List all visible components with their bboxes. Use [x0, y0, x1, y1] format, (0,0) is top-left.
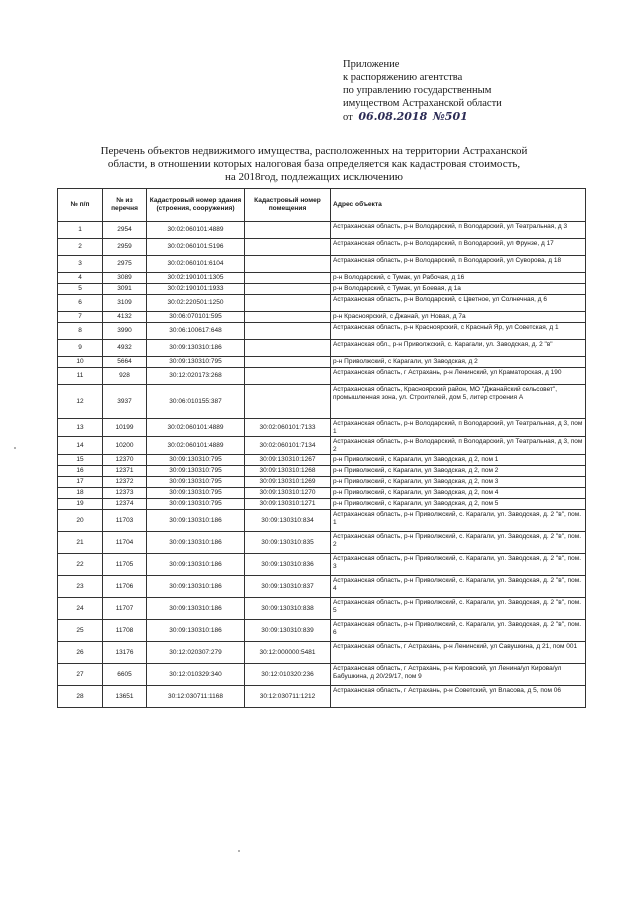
- cell-address: Астраханская область, р-н Приволжский, с. Карагали, ул. Заводская, д. 2 "в", пом. 2: [331, 532, 586, 554]
- cell-num: 7: [58, 312, 103, 323]
- cell-num: 9: [58, 340, 103, 357]
- table-header-row: [58, 189, 586, 222]
- appendix-line: к распоряжению агентства: [343, 72, 463, 83]
- appendix-line: имуществом Астраханской области: [343, 98, 502, 109]
- cell-address: Астраханская область, г Астрахань, р-н Советский, ул Власова, д 5, пом 06: [331, 686, 586, 708]
- appendix-header: [343, 58, 593, 124]
- cell-num: 2: [58, 239, 103, 256]
- cell-building-cadastral: 30:02:220501:1250: [147, 295, 245, 312]
- cell-room-cadastral: 30:09:130310:839: [245, 620, 331, 642]
- cell-num: 22: [58, 554, 103, 576]
- cell-list-num: 928: [103, 368, 147, 385]
- cell-address: р-н Приволжский, с Карагали, ул Заводская, д 2, пом 5: [331, 499, 586, 510]
- table-row: [58, 273, 586, 284]
- table-body: [58, 222, 586, 708]
- appendix-line: Приложение: [343, 59, 400, 70]
- cell-room-cadastral: 30:09:130310:1270: [245, 488, 331, 499]
- cell-room-cadastral: 30:09:130310:838: [245, 598, 331, 620]
- cell-building-cadastral: 30:09:130310:795: [147, 477, 245, 488]
- cell-building-cadastral: 30:09:130310:186: [147, 510, 245, 532]
- table-row: [58, 256, 586, 273]
- cell-list-num: 3937: [103, 385, 147, 419]
- cell-building-cadastral: 30:09:130310:186: [147, 554, 245, 576]
- cell-building-cadastral: 30:06:100617:648: [147, 323, 245, 340]
- cell-building-cadastral: 30:09:130310:795: [147, 357, 245, 368]
- cell-address: Астраханская область, р-н Володарский, п Володарский, ул Театральная, д 3: [331, 222, 586, 239]
- cell-building-cadastral: 30:09:130310:186: [147, 620, 245, 642]
- cell-room-cadastral: 30:12:030711:1212: [245, 686, 331, 708]
- cell-list-num: 4932: [103, 340, 147, 357]
- cell-building-cadastral: 30:12:020173:268: [147, 368, 245, 385]
- cell-building-cadastral: 30:02:060101:4889: [147, 222, 245, 239]
- cell-num: 20: [58, 510, 103, 532]
- appendix-line: по управлению государственным: [343, 85, 492, 96]
- cell-list-num: 12372: [103, 477, 147, 488]
- cell-list-num: 13176: [103, 642, 147, 664]
- cell-num: 17: [58, 477, 103, 488]
- cell-num: 6: [58, 295, 103, 312]
- cell-address: Астраханская область, р-н Приволжский, с. Карагали, ул. Заводская, д. 2 "в", пом. 6: [331, 620, 586, 642]
- cell-building-cadastral: 30:02:190101:1933: [147, 284, 245, 295]
- cell-room-cadastral: [245, 323, 331, 340]
- cell-list-num: 3990: [103, 323, 147, 340]
- cell-building-cadastral: 30:02:060101:6104: [147, 256, 245, 273]
- cell-room-cadastral: [245, 295, 331, 312]
- cell-building-cadastral: 30:12:030711:1168: [147, 686, 245, 708]
- cell-building-cadastral: 30:02:060101:4889: [147, 419, 245, 437]
- cell-address: Астраханская область, г Астрахань, р-н Ленинский, ул Краматорская, д 190: [331, 368, 586, 385]
- cell-building-cadastral: 30:09:130310:795: [147, 455, 245, 466]
- table-row: [58, 312, 586, 323]
- cell-list-num: 12373: [103, 488, 147, 499]
- table-row: [58, 664, 586, 686]
- cell-address: Астраханская область, р-н Володарский, с Цветное, ул Солнечная, д 6: [331, 295, 586, 312]
- cell-building-cadastral: 30:12:010329:340: [147, 664, 245, 686]
- cell-list-num: 11704: [103, 532, 147, 554]
- cell-building-cadastral: 30:09:130310:795: [147, 488, 245, 499]
- cell-building-cadastral: 30:06:010155:387: [147, 385, 245, 419]
- cell-num: 15: [58, 455, 103, 466]
- cell-room-cadastral: 30:09:130310:1269: [245, 477, 331, 488]
- cell-building-cadastral: 30:06:070101:595: [147, 312, 245, 323]
- table-row: [58, 455, 586, 466]
- cell-room-cadastral: 30:09:130310:834: [245, 510, 331, 532]
- cell-building-cadastral: 30:09:130310:186: [147, 532, 245, 554]
- table-row: [58, 385, 586, 419]
- cell-room-cadastral: [245, 273, 331, 284]
- cell-address: р-н Володарский, с Тумак, ул Рабочая, д 16: [331, 273, 586, 284]
- cell-room-cadastral: [245, 340, 331, 357]
- cell-list-num: 3109: [103, 295, 147, 312]
- cell-num: 1: [58, 222, 103, 239]
- table-row: [58, 466, 586, 477]
- cell-address: Астраханская обл., р-н Приволжский, с. Карагали, ул. Заводская, д. 2 "в": [331, 340, 586, 357]
- cell-list-num: 2959: [103, 239, 147, 256]
- cell-address: Астраханская область, г Астрахань, р-н Кировский, ул Ленина/ул Кирова/ул Бабушкина, д 20/29/17, пом 9: [331, 664, 586, 686]
- cell-list-num: 3091: [103, 284, 147, 295]
- cell-list-num: 13651: [103, 686, 147, 708]
- table-row: [58, 437, 586, 455]
- cell-room-cadastral: [245, 256, 331, 273]
- cell-room-cadastral: 30:09:130310:837: [245, 576, 331, 598]
- header-list-num: № из перечня: [103, 189, 147, 222]
- cell-address: р-н Приволжский, с Карагали, ул Заводская, д 2, пом 1: [331, 455, 586, 466]
- cell-list-num: 2954: [103, 222, 147, 239]
- cell-room-cadastral: 30:02:060101:7133: [245, 419, 331, 437]
- cell-room-cadastral: 30:09:130310:835: [245, 532, 331, 554]
- cell-address: р-н Приволжский, с Карагали, ул Заводская, д 2: [331, 357, 586, 368]
- cell-list-num: 10199: [103, 419, 147, 437]
- table-row: [58, 598, 586, 620]
- cell-address: Астраханская область, р-н Володарский, п Володарский, ул Суворова, д 18: [331, 256, 586, 273]
- cell-num: 11: [58, 368, 103, 385]
- cell-address: Астраханская область, р-н Приволжский, с. Карагали, ул. Заводская, д. 2 "в", пом. 3: [331, 554, 586, 576]
- cell-num: 4: [58, 273, 103, 284]
- table-row: [58, 488, 586, 499]
- table-row: [58, 510, 586, 532]
- cell-address: р-н Приволжский, с Карагали, ул Заводская, д 2, пом 3: [331, 477, 586, 488]
- cell-address: Астраханская область, р-н Володарский, п Володарский, ул Театральная, д 3, пом 1: [331, 419, 586, 437]
- cell-list-num: 12371: [103, 466, 147, 477]
- table-row: [58, 686, 586, 708]
- cell-address: Астраханская область, р-н Приволжский, с. Карагали, ул. Заводская, д. 2 "в", пом. 1: [331, 510, 586, 532]
- table-row: [58, 532, 586, 554]
- cell-num: 14: [58, 437, 103, 455]
- table-row: [58, 295, 586, 312]
- cell-room-cadastral: [245, 222, 331, 239]
- table-row: [58, 554, 586, 576]
- date-prefix: от: [343, 112, 353, 123]
- cell-num: 26: [58, 642, 103, 664]
- cell-list-num: 12370: [103, 455, 147, 466]
- cell-address: Астраханская область, р-н Приволжский, с. Карагали, ул. Заводская, д. 2 "в", пом. 5: [331, 598, 586, 620]
- cell-list-num: 2975: [103, 256, 147, 273]
- handwritten-number: №501: [432, 110, 468, 123]
- cell-building-cadastral: 30:02:060101:5196: [147, 239, 245, 256]
- cell-num: 25: [58, 620, 103, 642]
- table-row: [58, 357, 586, 368]
- cell-room-cadastral: 30:02:060101:7134: [245, 437, 331, 455]
- cell-building-cadastral: 30:09:130310:795: [147, 499, 245, 510]
- table-row: [58, 419, 586, 437]
- title-line: области, в отношении которых налоговая база определяется как кадастровая стоимость,: [107, 158, 521, 170]
- cell-address: р-н Приволжский, с Карагали, ул Заводская, д 2, пом 2: [331, 466, 586, 477]
- header-room-cadastral: Кадастровый номер помещения: [245, 189, 331, 222]
- cell-address: Астраханская область, г Астрахань, р-н Ленинский, ул Савушкина, д 21, пом 001: [331, 642, 586, 664]
- header-address: Адрес объекта: [331, 189, 586, 222]
- table-row: [58, 340, 586, 357]
- cell-room-cadastral: 30:12:000000:5481: [245, 642, 331, 664]
- cell-num: 18: [58, 488, 103, 499]
- cell-building-cadastral: 30:02:060101:4889: [147, 437, 245, 455]
- table-row: [58, 499, 586, 510]
- cell-building-cadastral: 30:09:130310:186: [147, 340, 245, 357]
- cell-num: 10: [58, 357, 103, 368]
- cell-list-num: 11705: [103, 554, 147, 576]
- title-line: на 2018год, подлежащих исключению: [225, 171, 403, 183]
- table-row: [58, 642, 586, 664]
- cell-list-num: 5664: [103, 357, 147, 368]
- cell-num: 13: [58, 419, 103, 437]
- title-line: Перечень объектов недвижимого имущества, расположенных на территории Астраханской: [100, 145, 528, 157]
- cell-num: 8: [58, 323, 103, 340]
- cell-address: Астраханская область, р-н Володарский, п Володарский, ул Фрунзе, д 17: [331, 239, 586, 256]
- table-row: [58, 239, 586, 256]
- cell-num: 21: [58, 532, 103, 554]
- cell-address: Астраханская область, Красноярский район, МО "Джанайский сельсовет", промышленная зона, ул. Строителей, дом 5, литер строения А: [331, 385, 586, 419]
- table-row: [58, 576, 586, 598]
- cell-list-num: 4132: [103, 312, 147, 323]
- cell-building-cadastral: 30:09:130310:795: [147, 466, 245, 477]
- cell-building-cadastral: 30:09:130310:186: [147, 576, 245, 598]
- cell-address: р-н Красноярский, с Джанай, ул Новая, д 7а: [331, 312, 586, 323]
- cell-room-cadastral: [245, 284, 331, 295]
- cell-list-num: 11703: [103, 510, 147, 532]
- header-num: № п/п: [58, 189, 103, 222]
- cell-list-num: 10200: [103, 437, 147, 455]
- table-row: [58, 222, 586, 239]
- header-building-cadastral: Кадастровый номер здания (строения, сооружения): [147, 189, 245, 222]
- cell-num: 27: [58, 664, 103, 686]
- cell-room-cadastral: [245, 312, 331, 323]
- cell-num: 19: [58, 499, 103, 510]
- cell-address: р-н Володарский, с Тумак, ул Боевая, д 1а: [331, 284, 586, 295]
- cell-num: 5: [58, 284, 103, 295]
- cell-room-cadastral: 30:09:130310:1267: [245, 455, 331, 466]
- cell-num: 3: [58, 256, 103, 273]
- cell-room-cadastral: [245, 368, 331, 385]
- cell-building-cadastral: 30:09:130310:186: [147, 598, 245, 620]
- table-row: [58, 620, 586, 642]
- scan-speck: [14, 447, 16, 449]
- cell-num: 12: [58, 385, 103, 419]
- cell-list-num: 11708: [103, 620, 147, 642]
- scan-speck: [238, 850, 240, 852]
- cell-room-cadastral: 30:09:130310:1271: [245, 499, 331, 510]
- cell-list-num: 3089: [103, 273, 147, 284]
- cell-num: 28: [58, 686, 103, 708]
- cell-building-cadastral: 30:02:190101:1305: [147, 273, 245, 284]
- table-row: [58, 323, 586, 340]
- cell-room-cadastral: [245, 357, 331, 368]
- cell-list-num: 11706: [103, 576, 147, 598]
- cell-num: 23: [58, 576, 103, 598]
- cell-list-num: 12374: [103, 499, 147, 510]
- cell-room-cadastral: 30:09:130310:1268: [245, 466, 331, 477]
- table-row: [58, 477, 586, 488]
- cell-num: 24: [58, 598, 103, 620]
- cell-building-cadastral: 30:12:020307:279: [147, 642, 245, 664]
- cell-address: р-н Приволжский, с Карагали, ул Заводская, д 2, пом 4: [331, 488, 586, 499]
- cell-list-num: 6605: [103, 664, 147, 686]
- cell-address: Астраханская область, р-н Красноярский, с Красный Яр, ул Советская, д 1: [331, 323, 586, 340]
- cell-address: Астраханская область, р-н Володарский, п Володарский, ул Театральная, д 3, пом 2: [331, 437, 586, 455]
- document-title: [36, 145, 592, 184]
- table-row: [58, 284, 586, 295]
- objects-table: [57, 188, 586, 708]
- cell-room-cadastral: [245, 239, 331, 256]
- cell-address: Астраханская область, р-н Приволжский, с. Карагали, ул. Заводская, д. 2 "в", пом. 4: [331, 576, 586, 598]
- table-row: [58, 368, 586, 385]
- cell-room-cadastral: 30:12:010320:236: [245, 664, 331, 686]
- cell-num: 16: [58, 466, 103, 477]
- cell-room-cadastral: 30:09:130310:836: [245, 554, 331, 576]
- handwritten-date: 06.08.2018: [358, 110, 428, 123]
- cell-room-cadastral: [245, 385, 331, 419]
- cell-list-num: 11707: [103, 598, 147, 620]
- appendix-date-line: [343, 110, 593, 124]
